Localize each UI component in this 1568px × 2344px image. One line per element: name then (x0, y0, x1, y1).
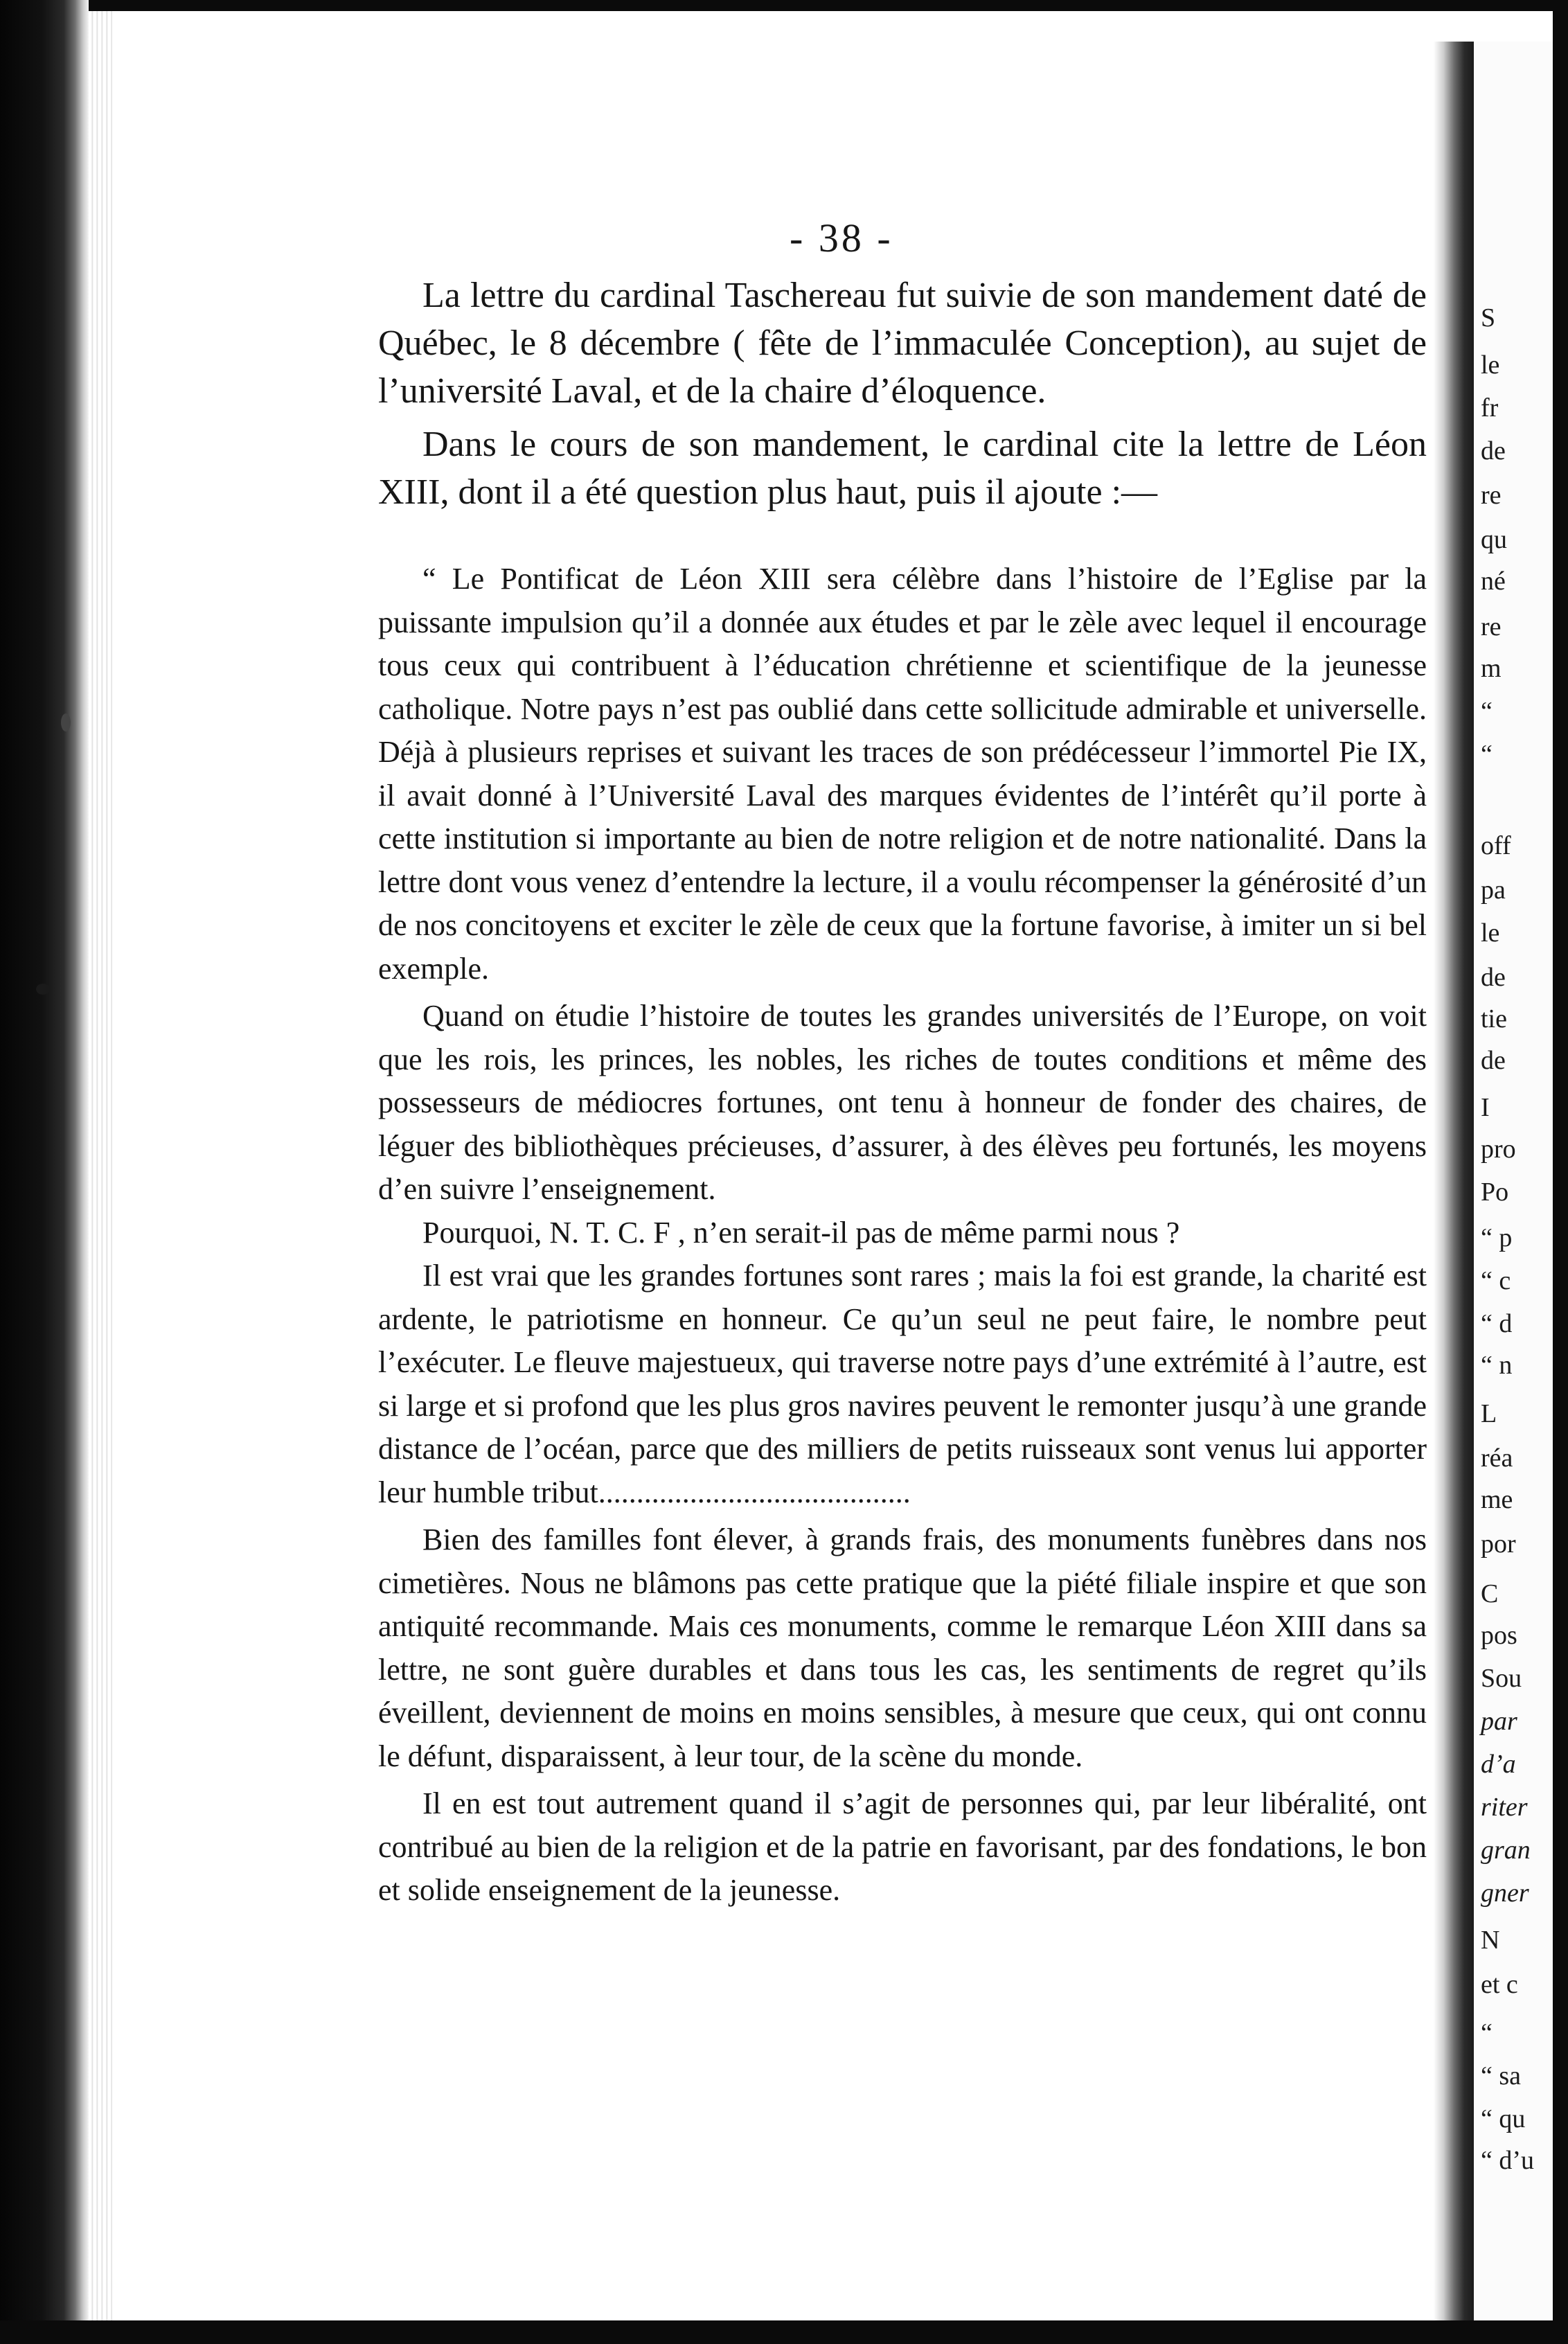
next-page-fragment: re (1481, 481, 1502, 510)
next-page-fragment: Po (1481, 1178, 1509, 1207)
next-page-fragment: qu (1481, 525, 1507, 554)
next-page-fragment: N (1481, 1926, 1500, 1955)
body-paragraph: Dans le cours de son mandement, le cardinal cite la lettre de Léon XIII, dont il a été question plus haut, puis il ajoute :— (378, 425, 1427, 512)
book-gutter (1434, 42, 1474, 2334)
next-page-fragment: re (1481, 612, 1502, 641)
next-page-fragment: “ (1481, 2018, 1493, 2048)
next-page-fragment: “ qu (1481, 2104, 1526, 2133)
next-page-fragment: de (1481, 1046, 1506, 1075)
scan-blot (36, 984, 50, 995)
next-page-fragment: “ (1481, 740, 1493, 769)
next-page-fragment: pro (1481, 1135, 1516, 1164)
next-page-fragment: gran (1481, 1836, 1531, 1865)
next-page-fragment: C (1481, 1579, 1499, 1608)
next-page-fragment: “ p (1481, 1223, 1513, 1252)
next-page-margin (1474, 42, 1553, 2320)
scan-border-bottom (0, 2320, 1568, 2344)
next-page-fragment: S (1481, 303, 1496, 332)
next-page-fragment: me (1481, 1485, 1513, 1514)
quoted-paragraph: Il est vrai que les grandes fortunes sont rares ; mais la foi est grande, la charité est ardente, le patriotisme en honneur. Ce qu’un seul ne peut faire, le nombre peut l’exécuter. Le fleuve majestueux, qui traverse notre pays d’une extrémité à l’autre, est si large et si profond que les plus gros navires peuvent le remonter jusqu’à une grande distance de l’océan, parce que des milliers de petits ruisseaux sont venus lui apporter leur humble tribut......................................... (378, 1259, 1427, 1509)
next-page-fragment: por (1481, 1529, 1516, 1559)
next-page-fragment: “ sa (1481, 2061, 1522, 2090)
next-page-fragment: réa (1481, 1444, 1513, 1473)
scan-blot (61, 713, 71, 731)
quoted-paragraph: Pourquoi, N. T. C. F , n’en serait-il pas de même parmi nous ? (422, 1215, 1180, 1250)
next-page-fragment: d’a (1481, 1750, 1516, 1779)
next-page-fragment: gner (1481, 1879, 1529, 1908)
quoted-paragraph: “ Le Pontificat de Léon XIII sera célèbre dans l’histoire de l’Eglise par la puissante impulsion qu’il a donnée aux études et par le zèle avec lequel il encourage tous ceux qui contribuent à l’éducation chrétienne et scientifique de la jeunesse catholique. Notre pays n’est pas oublié dans cette sollicitude admirable et universelle. Déjà à plusieurs reprises et suivant les traces de son prédécesseur l’immortel Pie IX, il avait donné à l’Université Laval des marques évidentes de l’intérêt qu’il porte à cette institution si importante au bien de notre religion et de notre nationalité. Dans la lettre dont vous venez d’entendre la lecture, il a voulu récompenser la générosité d’un de nos concitoyens et exciter le zèle de ceux que la fortune favorise, à imiter un si bel exemple. (378, 562, 1427, 986)
page-body (378, 272, 1427, 2280)
next-page-fragment: L (1481, 1399, 1497, 1428)
page-number: - 38 - (790, 215, 893, 260)
next-page-fragment: de (1481, 436, 1506, 465)
next-page-fragment: et c (1481, 1970, 1518, 1999)
page-stack-edge (89, 11, 112, 2320)
next-page-fragment: pos (1481, 1621, 1517, 1650)
next-page-fragment: “ n (1481, 1351, 1513, 1380)
quoted-paragraph: Bien des familles font élever, à grands frais, des monuments funèbres dans nos cimetières. Nous ne blâmons pas cette pratique que la piété filiale inspire et que son antiquité recommande. Mais ces monuments, comme le remarque Léon XIII dans sa lettre, ne sont guère durables et dans tous les cas, les sentiments de regret qu’ils éveillent, deviennent de moins en moins sensibles, à mesure que ceux, qui ont connu le défunt, disparaissent, à leur tour, de la scène du monde. (378, 1522, 1427, 1773)
next-page-fragment: “ (1481, 697, 1493, 726)
next-page-fragment: par (1481, 1707, 1517, 1736)
next-page-fragment: off (1481, 831, 1511, 860)
next-page-fragment: de (1481, 963, 1506, 992)
next-page-fragment: le (1481, 350, 1500, 380)
next-page-fragment: Sou (1481, 1664, 1522, 1693)
quoted-paragraph: Il en est tout autrement quand il s’agit de personnes qui, par leur libéralité, ont contribué au bien de la religion et de la patrie en favorisant, par des fondations, le bon et solide enseignement de la jeunesse. (378, 1786, 1427, 1907)
next-page-fragment: m (1481, 654, 1502, 683)
next-page-fragment: fr (1481, 393, 1499, 423)
scan-border-top (0, 0, 1568, 11)
next-page-fragment: né (1481, 567, 1506, 596)
scan-border-right (1553, 0, 1568, 2344)
next-page-fragment: riter (1481, 1793, 1528, 1822)
next-page-fragment: le (1481, 918, 1500, 948)
body-paragraph: La lettre du cardinal Taschereau fut suivie de son mandement daté de Québec, le 8 décembre ( fête de l’immaculée Conception), au sujet de l’université Laval, et de la chaire d’éloquence. (378, 276, 1427, 411)
next-page-fragment: “ d (1481, 1309, 1513, 1338)
next-page-fragment: I (1481, 1093, 1490, 1122)
next-page-fragment: “ d’u (1481, 2146, 1535, 2175)
scan-border-left (0, 0, 89, 2344)
next-page-fragment: tie (1481, 1004, 1507, 1033)
next-page-fragment: pa (1481, 876, 1506, 905)
next-page-fragment: “ c (1481, 1266, 1511, 1295)
quoted-paragraph: Quand on étudie l’histoire de toutes les grandes universités de l’Europe, on voit que les rois, les princes, les nobles, les riches de toutes conditions et même des possesseurs de médiocres fortunes, ont tenu à honneur de fonder des chaires, de léguer des bibliothèques précieuses, d’assurer, à des élèves peu fortunés, les moyens d’en suivre l’enseignement. (378, 999, 1427, 1206)
